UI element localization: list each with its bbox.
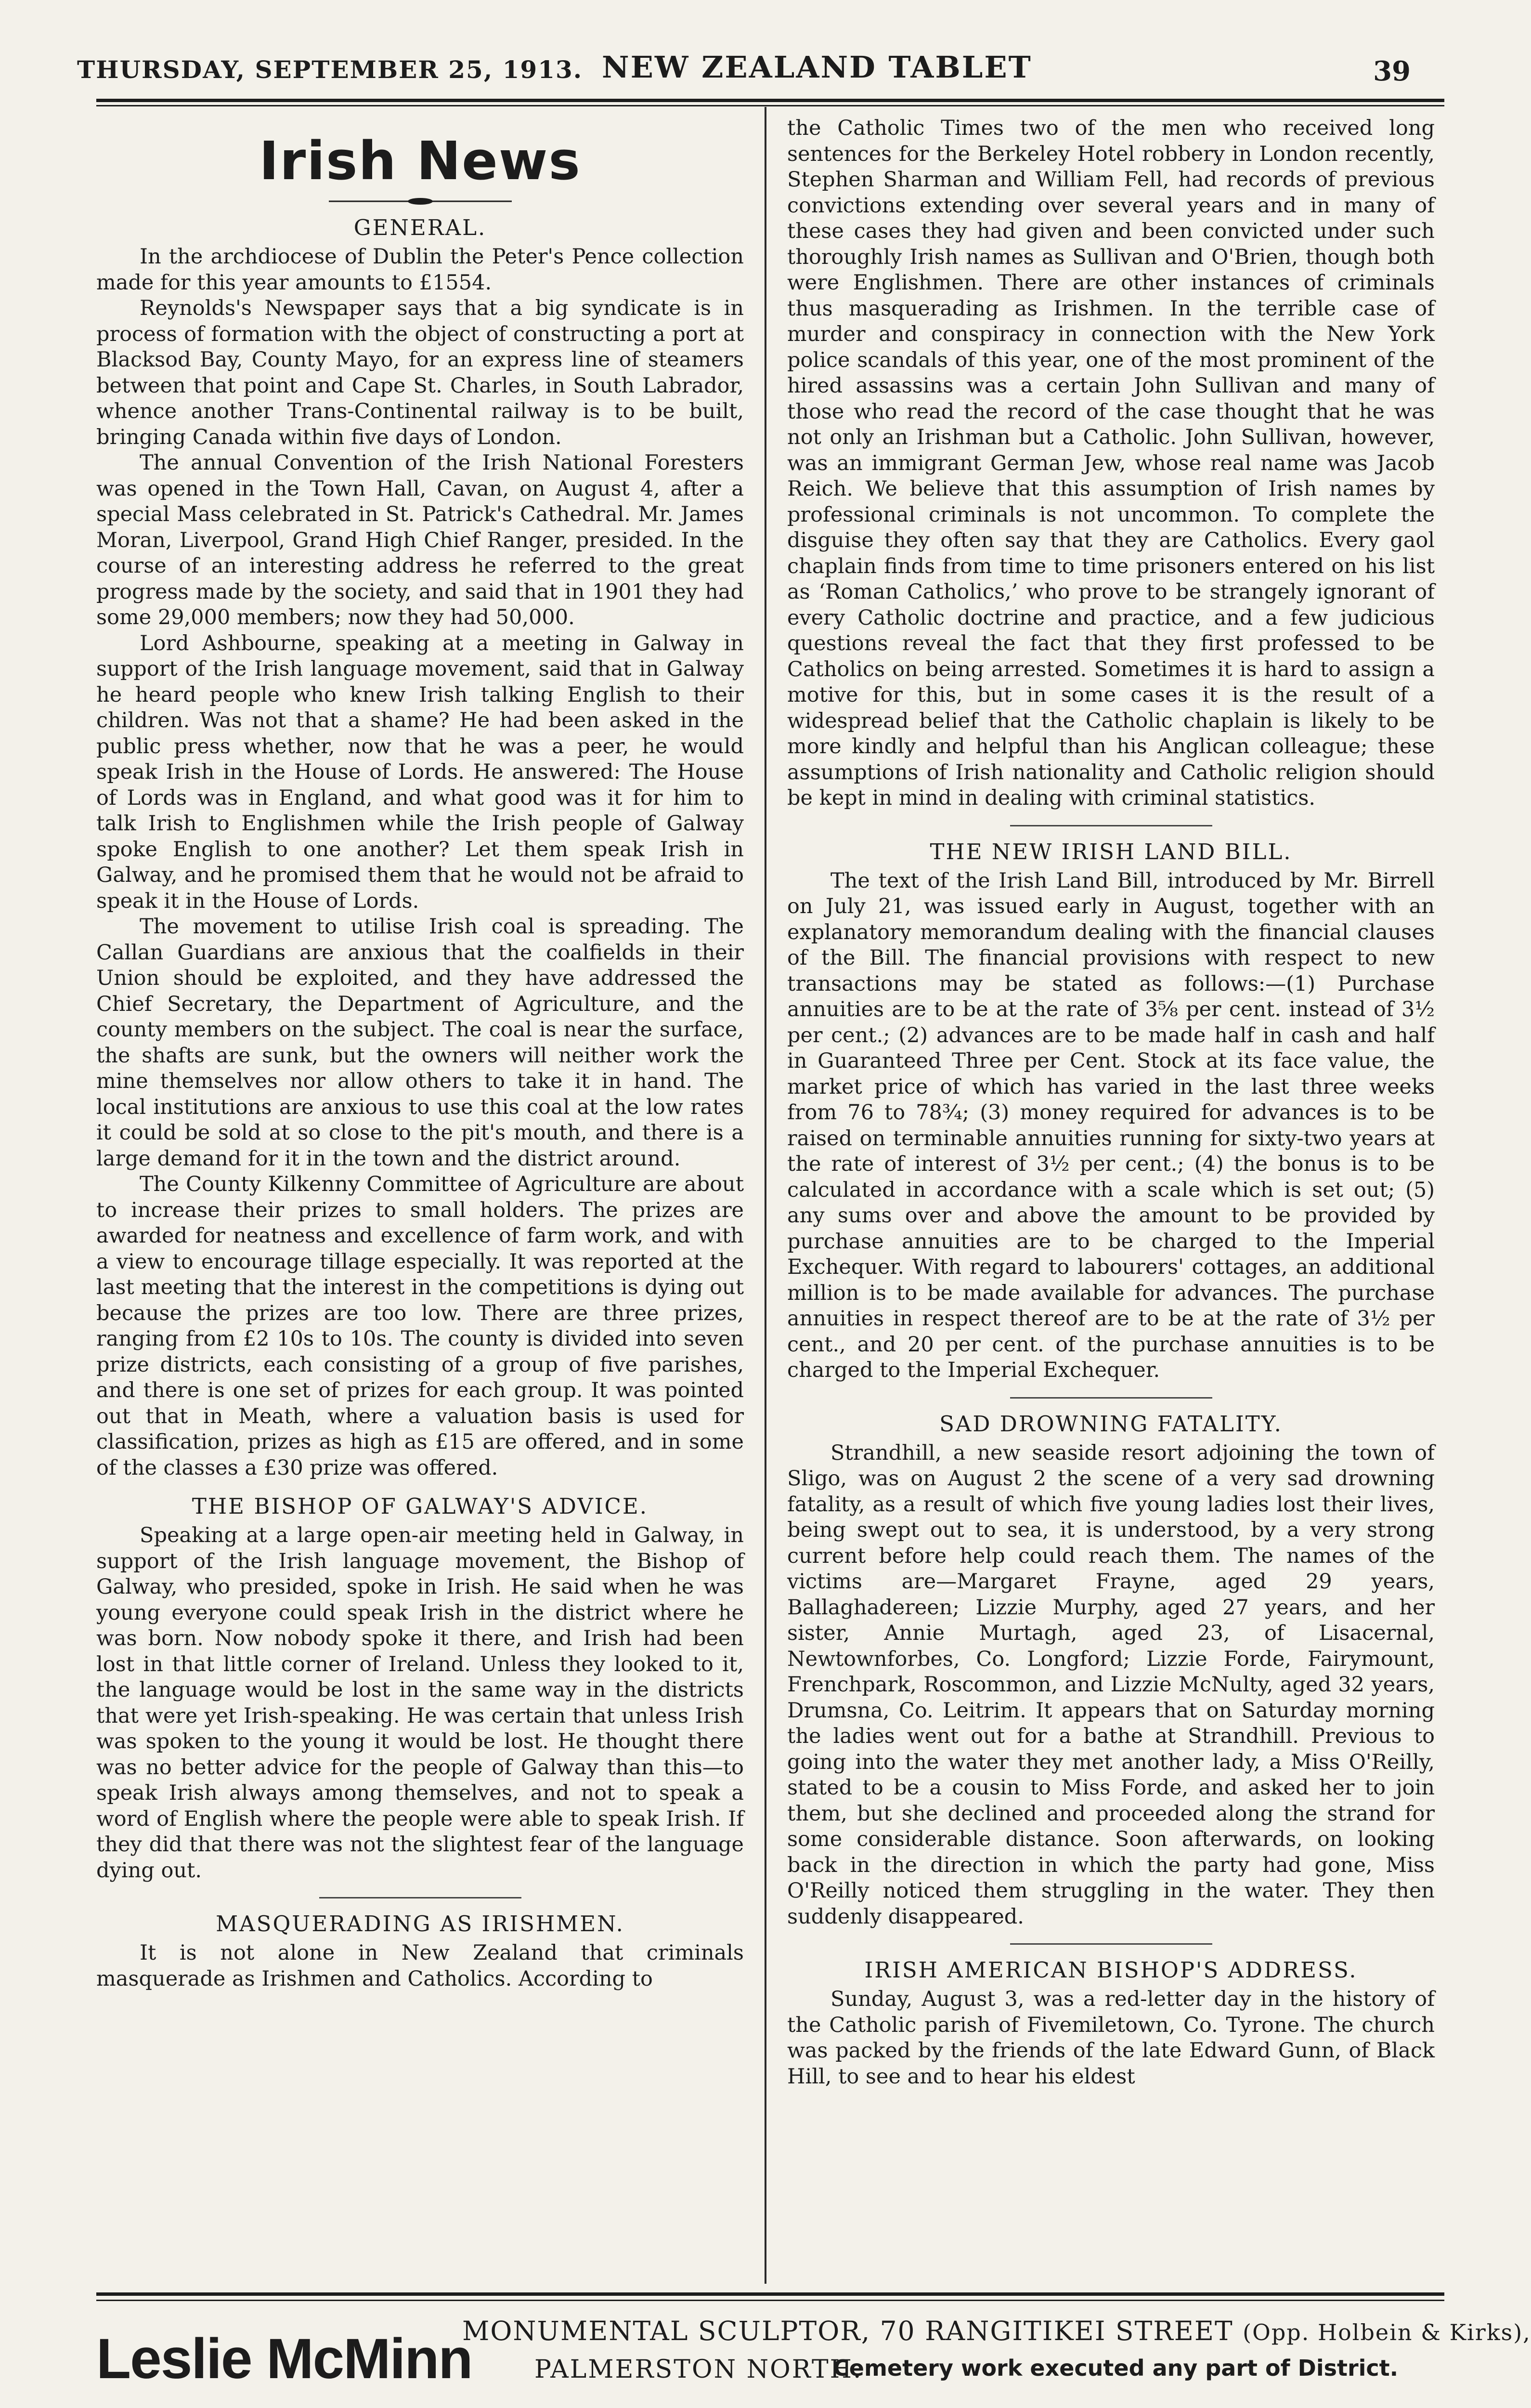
section-rule: [319, 1897, 521, 1898]
column-divider: [765, 107, 766, 2284]
ad-town: PALMERSTON NORTH.: [534, 2355, 863, 2384]
header-rule: [96, 99, 1444, 102]
title-block: [96, 130, 744, 192]
general-paragraph: Lord Ashbourne, speaking at a meeting in Galway in support of the Irish language movement, said that in Galway he heard people who knew Irish talking English to their children. Was not that a shame? He had been asked in the public press whether, now that he was a peer, he would speak Irish in the House of Lords. He answered: The House of Lords was in England, and what good was it for him to talk Irish to Englishmen while the Irish people of Galway spoke English to one another? Let them speak Irish in Galway, and he promised them that he would not be afraid to speak it in the House of Lords.: [96, 631, 744, 913]
ad-line-1: [462, 2316, 1531, 2346]
ad-tagline: Cemetery work executed any part of District.: [833, 2355, 1399, 2381]
ad-address: MONUMENTAL SCULPTOR, 70 RANGITIKEI STREET: [462, 2316, 1233, 2346]
bishop-galway-heading: THE BISHOP OF GALWAY'S ADVICE.: [192, 1493, 649, 1519]
bishop-address-heading: IRISH AMERICAN BISHOP'S ADDRESS.: [864, 1957, 1358, 1983]
general-paragraph: Reynolds's Newspaper says that a big syndicate is in process of formation with the object of constructing a port at Blacksod Bay, County Mayo, for an express line of steamers between that point and Cape St. Charles, in South Labrador, whence another Trans-Continental railway is to be built, bringing Canada within five days of London.: [96, 296, 744, 449]
issue-date: THURSDAY, SEPTEMBER 25, 1913.: [77, 55, 583, 84]
masquerading-heading: MASQUERADING AS IRISHMEN.: [216, 1911, 624, 1937]
land-bill-paragraph: The text of the Irish Land Bill, introduced by Mr. Birrell on July 21, was issued early in August, together with an explanatory memorandum dealing with the financial clauses of the Bill. The financial provisions with respect to new transactions may be stated as follows:—(1) Purchase annuities are to be at the rate of 3⅝ per cent. instead of 3½ per cent.; (2) advances are to be made half in cash and half in Guaranteed Three per Cent. Stock at its face value, the market price of which has varied in the last three weeks from 76 to 78¾; (3) money required for advances is to be raised on terminable annuities running for sixty-two years at the rate of interest of 3½ per cent.; (4) the bonus is to be calculated in accordance with a scale which is set out; (5) any sums over and above the amount to be provided by purchase annuities are to be charged to the Imperial Exchequer. With regard to labourers' cottages, an additional million is to be made available for advances. The purchase annuities in respect thereof are to be at the rate of 3½ per cent., and 20 per cent. of the purchase annuities is to be charged to the Imperial Exchequer.: [787, 868, 1435, 1382]
bishop-galway-paragraph: Speaking at a large open-air meeting held in Galway, in support of the Irish language movement, the Bishop of Galway, who presided, spoke in Irish. He said when he was young everyone could speak Irish in the district where he was born. Now nobody spoke it there, and Irish had been lost in that little corner of Ireland. Unless they looked to it, the language would be lost in the same way in the districts that were yet Irish-speaking. He was certain that unless Irish was spoken to the young it would be lost. He thought there was no better advice for the people of Galway than this—to speak Irish always among themselves, and not to speak a word of English where the people were able to speak Irish. If they did that there was not the slightest fear of the language dying out.: [96, 1523, 744, 1883]
section-rule: [1010, 1943, 1212, 1945]
drowning-paragraph: Strandhill, a new seaside resort adjoining the town of Sligo, was on August 2 the scene of a very sad drowning fatality, as a result of which five young ladies lost their lives, being swept out to sea, it is understood, by a very strong current before help could reach them. The names of the victims are—Margaret Frayne, aged 29 years, Ballaghadereen; Lizzie Murphy, aged 27 years, and her sister, Annie Murtagh, aged 23, of Lisacernal, Newtownforbes, Co. Longford; Lizzie Forde, Fairymount, Frenchpark, Roscommon, and Lizzie McNulty, aged 32 years, Drumsna, Co. Leitrim. It appears that on Saturday morning the ladies went out for a bathe at Strandhill. Previous to going into the water they met another lady, a Miss O'Reilly, stated to be a cousin to Miss Forde, and asked her to join them, but she declined and proceeded along the strand for some considerable distance. Soon afterwards, on looking back in the direction in which the party had gone, Miss O'Reilly noticed them struggling in the water. They then suddenly disappeared.: [787, 1440, 1435, 1929]
general-paragraph: The County Kilkenny Committee of Agriculture are about to increase their prizes to small holders. The prizes are awarded for neatness and excellence of farm work, and with a view to encourage tillage especially. It was reported at the last meeting that the interest in the competitions is dying out because the prizes are too low. There are three prizes, ranging from £2 10s to 10s. The county is divided into seven prize districts, each consisting of a group of five parishes, and there is one set of prizes for each group. It was pointed out that in Meath, where a valuation basis is used for classification, prizes as high as £15 are offered, and in some of the classes a £30 prize was offered.: [96, 1172, 744, 1480]
header-rule-thin: [96, 105, 1444, 106]
paper-name: NEW ZEALAND TABLET: [602, 50, 1032, 85]
bishop-address-paragraph: Sunday, August 3, was a red-letter day in the history of the Catholic parish of Fivemiletown, Co. Tyrone. The church was packed by the friends of the late Edward Gunn, of Black Hill, to see and to hear his eldest: [787, 1987, 1435, 2089]
left-column: [96, 116, 744, 1992]
section-rule: [1010, 825, 1212, 826]
advertisement: [96, 2307, 1531, 2403]
drowning-heading: SAD DROWNING FATALITY.: [939, 1411, 1283, 1437]
footer-rule-thin: [96, 2300, 1444, 2301]
general-paragraph: The movement to utilise Irish coal is spreading. The Callan Guardians are anxious that the coalfields in their Union should be exploited, and they have addressed the Chief Secretary, the Department of Agriculture, and the county members on the subject. The coal is near the surface, the shafts are sunk, but the owners will neither work the mine themselves nor allow others to take it in hand. The local institutions are anxious to use this coal at the low rates it could be sold at so close to the pit's mouth, and there is a large demand for it in the town and the district around.: [96, 915, 744, 1171]
footer-rule: [96, 2292, 1444, 2296]
page-title: Irish News: [259, 130, 581, 192]
masthead: [53, 46, 1440, 94]
general-paragraph: The annual Convention of the Irish National Foresters was opened in the Town Hall, Cavan, on August 4, after a special Mass celebrated in St. Patrick's Cathedral. Mr. James Moran, Liverpool, Grand High Chief Ranger, presided. In the course of an interesting address he referred to the great progress made by the society, and said that in 1901 they had some 29,000 members; now they had 50,000.: [96, 451, 744, 629]
masquerading-continued: the Catholic Times two of the men who received long sentences for the Berkeley Hotel robbery in London recently, Stephen Sharman and William Fell, had records of previous convictions extending over several years and in many of these cases they had given and been convicted under such thoroughly Irish names as Sullivan and O'Brien, though both were Englishmen. There are other instances of criminals thus masquerading as Irishmen. In the terrible case of murder and conspiracy in connection with the New York police scandals of this year, one of the most prominent of the hired assassins was a certain John Sullivan and many of those who read the record of the case thought that he was not only an Irishman but a Catholic. John Sullivan, however, was an immigrant German Jew, whose real name was Jacob Reich. We believe that this assumption of Irish names by professional criminals is not uncommon. To complete the disguise they often say that they are Catholics. Every gaol chaplain finds from time to time prisoners entered on his list as ‘Roman Catholics,’ who prove to be strangely ignorant of every Catholic doctrine and practice, and a few judicious questions reveal the fact that they first professed to be Catholics on being arrested. Sometimes it is hard to assign a motive for this, but in some cases it is the result of a widespread belief that the Catholic chaplain is likely to be more kindly and helpful than his Anglican colleague; these assumptions of Irish nationality and Catholic religion should be kept in mind in dealing with criminal statistics.: [787, 116, 1435, 810]
section-rule: [1010, 1397, 1212, 1399]
masquerading-paragraph: It is not alone in New Zealand that criminals masquerade as Irishmen and Catholics. According to: [96, 1941, 744, 1991]
right-column: [787, 116, 1435, 2090]
general-paragraph: In the archdiocese of Dublin the Peter's Pence collection made for this year amounts to £1554.: [96, 245, 744, 295]
page-number: 39: [1373, 55, 1411, 87]
ornament-divider-icon: [96, 196, 744, 206]
ad-address-extra: (Opp. Holbein & Kirks),: [1243, 2319, 1531, 2345]
advertiser-name: Leslie McMinn: [96, 2327, 472, 2391]
land-bill-heading: THE NEW IRISH LAND BILL.: [930, 838, 1292, 864]
general-heading: GENERAL.: [353, 215, 487, 240]
